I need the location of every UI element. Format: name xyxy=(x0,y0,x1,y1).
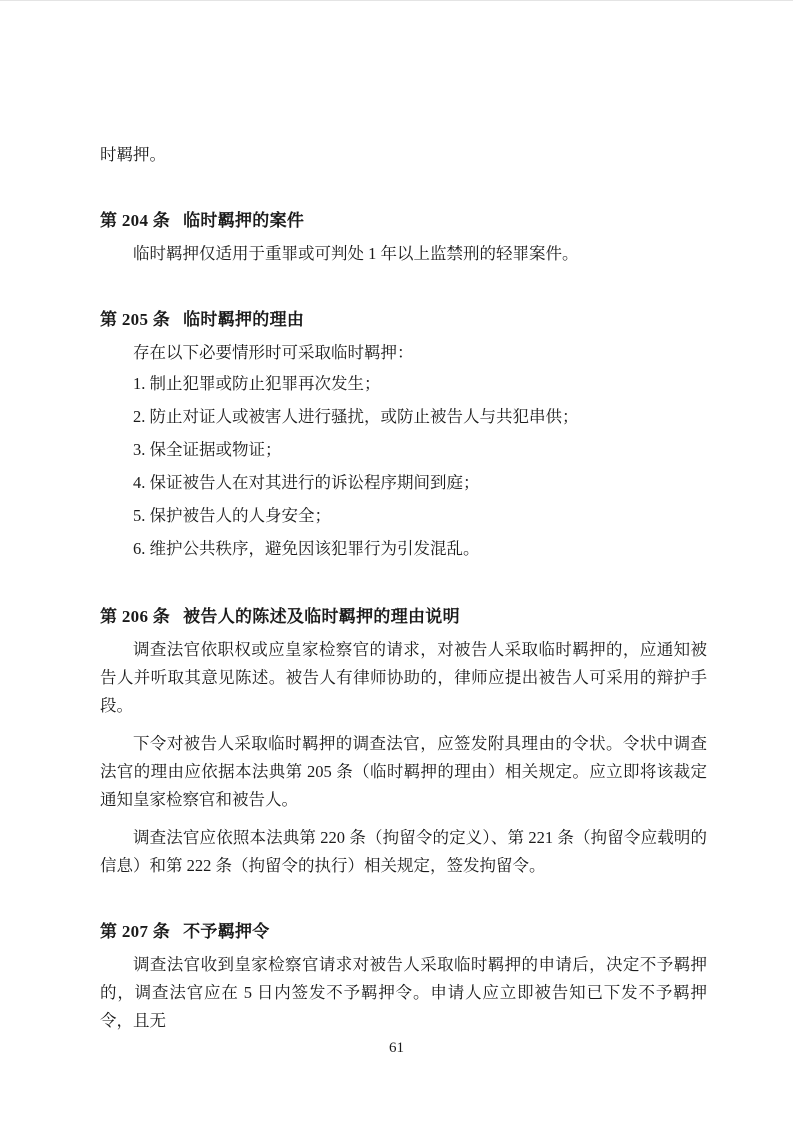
paragraph: 调查法官收到皇家检察官请求对被告人采取临时羁押的申请后，决定不予羁押的，调查法官应在 5 日内签发不予羁押令。申请人应立即被告知已下发不予羁押令，且无 xyxy=(100,955,707,1030)
page-number: 61 xyxy=(389,1040,404,1056)
article-section-205 xyxy=(100,306,707,565)
article-section-204 xyxy=(100,207,707,268)
article-number: 第 205 条 xyxy=(100,310,171,329)
article-heading xyxy=(100,207,707,235)
article-heading xyxy=(100,603,707,631)
article-section-206 xyxy=(100,603,707,880)
article-heading xyxy=(100,306,707,334)
continuation-paragraph: 时羁押。 xyxy=(100,145,166,164)
list-item: 1. 制止犯罪或防止犯罪再次发生； xyxy=(133,374,381,393)
article-number: 第 207 条 xyxy=(100,922,171,941)
paragraph: 调查法官依职权或应皇家检察官的请求，对被告人采取临时羁押的，应通知被告人并听取其意见陈述。被告人有律师协助的，律师应提出被告人可采用的辩护手段。 xyxy=(100,640,707,715)
article-number: 第 204 条 xyxy=(100,211,171,230)
list-item: 3. 保全证据或物证； xyxy=(133,440,282,459)
paragraph: 临时羁押仅适用于重罪或可判处 1 年以上监禁刑的轻罪案件。 xyxy=(133,244,579,263)
article-title: 被告人的陈述及临时羁押的理由说明 xyxy=(183,607,460,626)
article-title: 不予羁押令 xyxy=(183,922,270,941)
article-title: 临时羁押的理由 xyxy=(183,310,305,329)
article-section-207 xyxy=(100,918,707,1035)
list-item: 2. 防止对证人或被害人进行骚扰，或防止被告人与共犯串供； xyxy=(133,407,579,426)
paragraph: 存在以下必要情形时可采取临时羁押： xyxy=(133,343,414,362)
paragraph: 调查法官应依照本法典第 220 条（拘留令的定义）、第 221 条（拘留令应载明的信息）和第 222 条（拘留令的执行）相关规定，签发拘留令。 xyxy=(100,828,707,875)
article-number: 第 206 条 xyxy=(100,607,171,626)
article-title: 临时羁押的案件 xyxy=(183,211,305,230)
paragraph: 下令对被告人采取临时羁押的调查法官，应签发附具理由的令状。令状中调查法官的理由应依据本法典第 205 条（临时羁押的理由）相关规定。应立即将该裁定通知皇家检察官和被告人。 xyxy=(100,734,707,809)
list-item: 5. 保护被告人的人身安全； xyxy=(133,506,331,525)
list-item: 4. 保证被告人在对其进行的诉讼程序期间到庭； xyxy=(133,473,480,492)
article-heading xyxy=(100,918,707,946)
list-item: 6. 维护公共秩序，避免因该犯罪行为引发混乱。 xyxy=(133,539,480,558)
